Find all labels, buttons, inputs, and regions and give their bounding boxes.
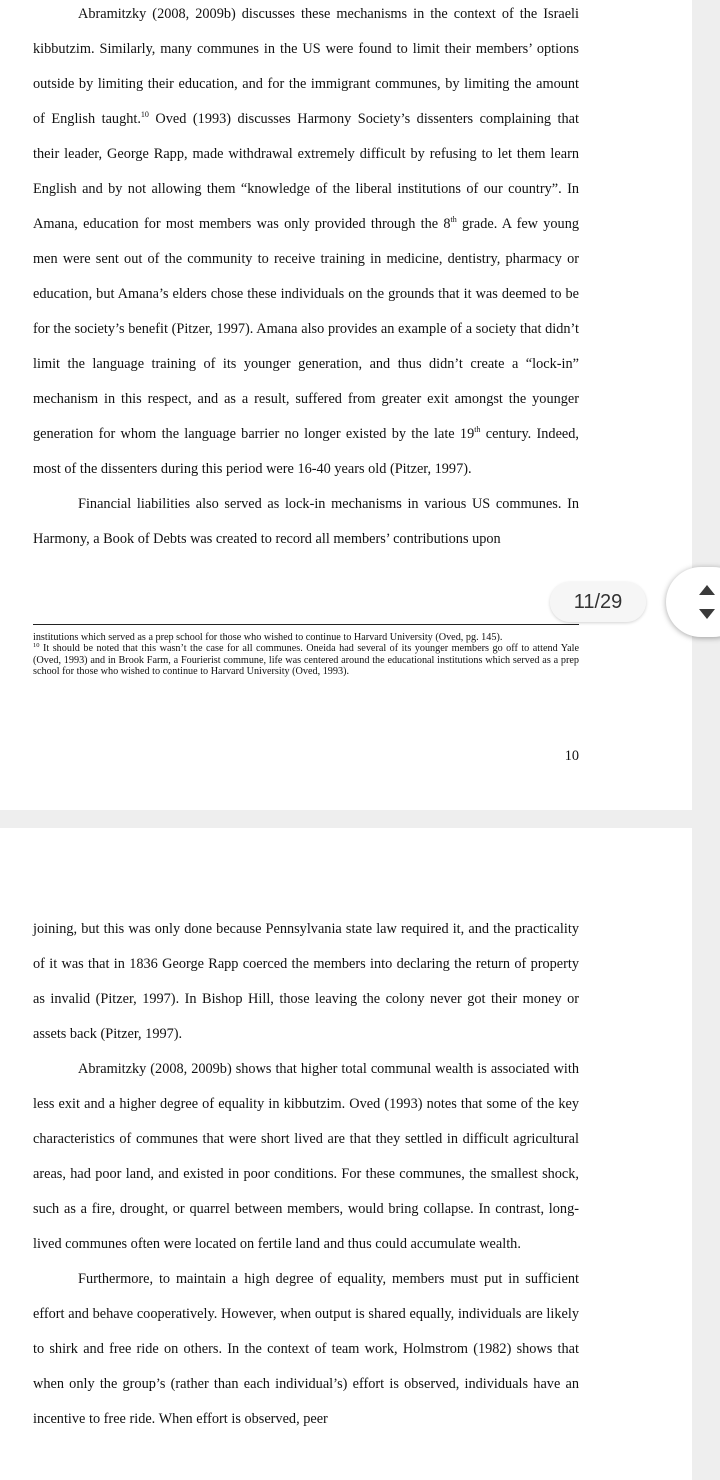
footnote (33, 643, 579, 677)
footnote-separator (33, 624, 579, 625)
page-body-text (33, 912, 579, 1437)
page-number: 10 (564, 748, 579, 764)
text-run: Abramitzky (2008, 2009b) shows that higher total communal wealth is associated with less exit and a higher degree of equality in kibbutzim. Oved (1993) notes that some of the key characteristics of communes that were short lived are that they settled in difficult agricultural areas, had poor land, and existed in poor conditions. For these communes, the smallest shock, such as a fire, drought, or quarrel between members, would bring collapse. In contrast, long-lived communes often were located on fertile land and thus could accumulate wealth. (33, 1061, 579, 1252)
text-run: grade. A few young men were sent out of the community to receive training in medicine, dentistry, pharmacy or education, but Amana’s elders chose these individuals on the grounds that it was deemed to be for the society’s benefit (Pitzer, 1997). Amana also provides an example of a society that didn’t limit the language training of its younger generation, and thus didn’t create a “lock-in” mechanism in this respect, and as a result, suffered from greater exit amongst the younger generation for whom the language barrier no longer existed by the late 19 (33, 216, 580, 442)
text-run: century. Indeed, most of the dissenters during this period were 16-40 years old (Pitzer, 1997). (33, 426, 579, 477)
page-indicator: 11/29 (550, 582, 646, 622)
footnote (33, 632, 579, 643)
superscript: 10 (33, 642, 40, 650)
superscript: th (450, 215, 457, 224)
pdf-page-11 (0, 828, 692, 1480)
superscript: 10 (140, 110, 149, 119)
superscript: th (474, 425, 481, 434)
text-run: It should be noted that this wasn’t the case for all communes. Oneida had several of its younger members go off to attend Yale (Oved, 1993) and in Brook Farm, a Fourierist commune, life was centered around the educational institutions which served as a prep school for those who wished to continue to Harvard University (Oved, 1993). (33, 643, 579, 678)
page-body-text (33, 0, 579, 557)
paragraph (33, 0, 579, 487)
paragraph (33, 1052, 579, 1262)
text-run: institutions which served as a prep school for those who wished to continue to Harvard University (Oved, pg. 145). (33, 632, 503, 643)
text-run: Oved (1993) discusses Harmony Society’s dissenters complaining that their leader, George Rapp, made withdrawal extremely difficult by refusing to let them learn English and by not allowing them “knowledge of the liberal institutions of our country”. In Amana, education for most members was only provided through the 8 (33, 111, 579, 232)
text-run: joining, but this was only done because Pennsylvania state law required it, and the practicality of it was that in 1836 George Rapp coerced the members into declaring the return of property as invalid (Pitzer, 1997). In Bishop Hill, those leaving the colony never got their money or assets back (Pitzer, 1997). (33, 921, 579, 1042)
footnotes (33, 632, 579, 678)
up-down-arrows-icon (696, 582, 718, 622)
paragraph (33, 1262, 579, 1437)
text-run: Furthermore, to maintain a high degree of equality, members must put in sufficient effort and behave cooperatively. However, when output is shared equally, individuals are likely to shirk and free ride on others. In the context of team work, Holmstrom (1982) shows that when only the group’s (rather than each individual’s) effort is observed, individuals have an incentive to free ride. When effort is observed, peer (33, 1271, 579, 1427)
text-run: Financial liabilities also served as lock-in mechanisms in various US communes. In Harmony, a Book of Debts was created to record all members’ contributions upon (33, 496, 579, 547)
paragraph (33, 912, 579, 1052)
paragraph (33, 487, 579, 557)
text-run: Abramitzky (2008, 2009b) discusses these mechanisms in the context of the Israeli kibbutzim. Similarly, many communes in the US were found to limit their members’ options outside by limiting their education, and for the immigrant communes, by limiting the amount of English taught. (33, 6, 579, 127)
